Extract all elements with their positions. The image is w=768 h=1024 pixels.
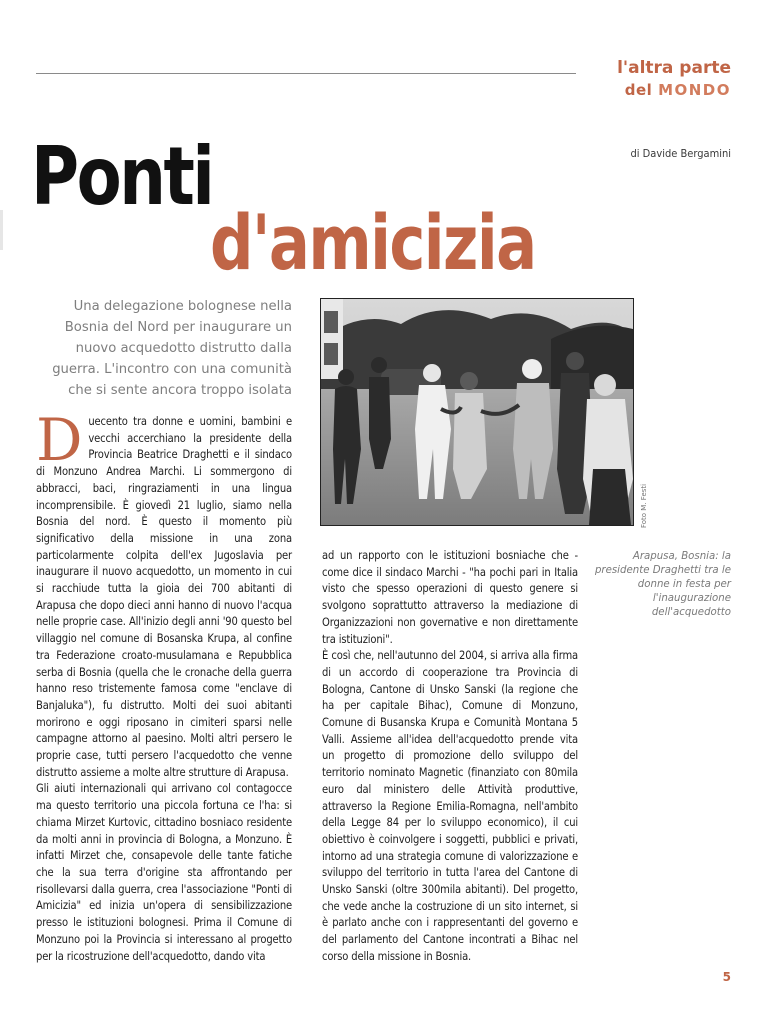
byline: di Davide Bergamini [630, 147, 731, 160]
section-line2 [617, 79, 731, 101]
section-line2-caps: MONDO [658, 81, 731, 99]
photo-credit: Foto M. Festi [640, 483, 648, 528]
page-edge-mark [0, 210, 3, 250]
page-number: 5 [722, 970, 731, 984]
section-line2-prefix: del [624, 81, 653, 99]
lead-paragraph: Una delegazione bolognese nella Bosnia del Nord per inaugurare un nuovo acquedotto distrutto dalla guerra. L'incontro con una comunità che si sente ancora troppo isolata [52, 299, 292, 398]
photo-caption: Arapusa, Bosnia: la presidente Draghetti tra le donne in festa per l'inaugurazione dell'acquedotto [594, 551, 731, 618]
title-line1: Ponti [31, 130, 213, 223]
body-paragraph: È così che, nell'autunno del 2004, si arriva alla firma di un accordo di cooperazione tra Provincia di Bologna, Cantone di Unsko Sanski (la regione che ha per capitale Bihac), Comune di Monzuno, Comune di Busanska Krupa e Comunità Montana 5 Valli. Assieme all'idea dell'acquedotto prende vita un progetto di promozione dello sviluppo del territorio nominato Magnetic (finanziato con 80mila euro dal ministero delle Attività produttive, attraverso la Regione Emilia-Romagna, nell'ambito della Legge 84 per lo sviluppo economico), il cui obiettivo è coinvolgere i soggetti, pubblici e privati, intorno ad una strategia comune di valorizzazione e sviluppo del territorio in tutta l'area del Cantone di Unsko Sanski (oltre 300mila abitanti). Del progetto, che vede anche la costruzione di un sito internet, si è parlato anche con i rappresentanti del governo e del parlamento del Cantone incontrati a Bihac nel corso della missione in Bosnia. [322, 649, 578, 963]
article-column-2 [322, 548, 578, 966]
article-photo [320, 298, 634, 526]
title-line2: d'amicizia [210, 198, 536, 287]
body-paragraph: Gli aiuti internazionali qui arrivano col contagocce ma questo territorio una piccola fortuna ce l'ha: si chiama Mirzet Kurtovic, cittadino bosniaco residente da molti anni in provincia di Bologna, a Monzuno. È infatti Mirzet che, consapevole delle tante fatiche che la sua terra d'origine sta affrontando per risollevarsi dalla guerra, crea l'associazione "Ponti di Amicizia" ed inizia un'opera di sensibilizzazione presso le istituzioni bolognesi. Prima il Comune di Monzuno poi la Provincia si interessano al progetto per la ricostruzione dell'acquedotto, dando vita [36, 782, 292, 963]
photo-group-of-women [321, 299, 633, 525]
section-line1: l'altra parte [617, 58, 731, 78]
drop-cap: D [36, 406, 83, 474]
body-paragraph: uecento tra donne e uomini, bambini e vecchi accerchiano la presidente della Provincia Beatrice Draghetti e il sindaco di Monzuno Andrea Marchi. Li sommergono di abbracci, baci, ringraziamenti in una lingua incomprensibile. È giovedì 21 luglio, siamo nella Bosnia del nord. È questo il momento più significativo della missione in una zona particolarmente colpita dell'ex Jugoslavia per inaugurare il nuovo acquedotto, un momento in cui si racchiude tutta la gioia dei 700 abitanti di Arapusa che dopo dieci anni hanno di nuovo l'acqua nelle proprie case. All'inizio degli anni '90 questo bel villaggio nel comune di Bosanska Krupa, al confine tra Federazione croato-musulamana e Repubblica serba di Bosnia (quella che le cronache della guerra hanno reso tristemente famosa come "enclave di Banjaluka"), fu distrutto. Molti dei suoi abitanti morirono e oggi riposano in cimiteri sparsi nelle campagne attorno al paesino. Molti altri persero le proprie case, tutti persero l'acquedotto che venne distrutto assieme a molte altre strutture di Arapusa. [36, 415, 292, 779]
body-paragraph: ad un rapporto con le istituzioni bosniache che - come dice il sindaco Marchi - "ha pochi pari in Italia visto che spesso operazioni di questo genere si svolgono soprattutto attraverso la mediazione di Organizzazioni non governative e non direttamente tra istituzioni". [322, 549, 578, 646]
section-kicker [617, 57, 731, 101]
header-rule [36, 73, 576, 74]
article-column-1 [36, 406, 292, 965]
